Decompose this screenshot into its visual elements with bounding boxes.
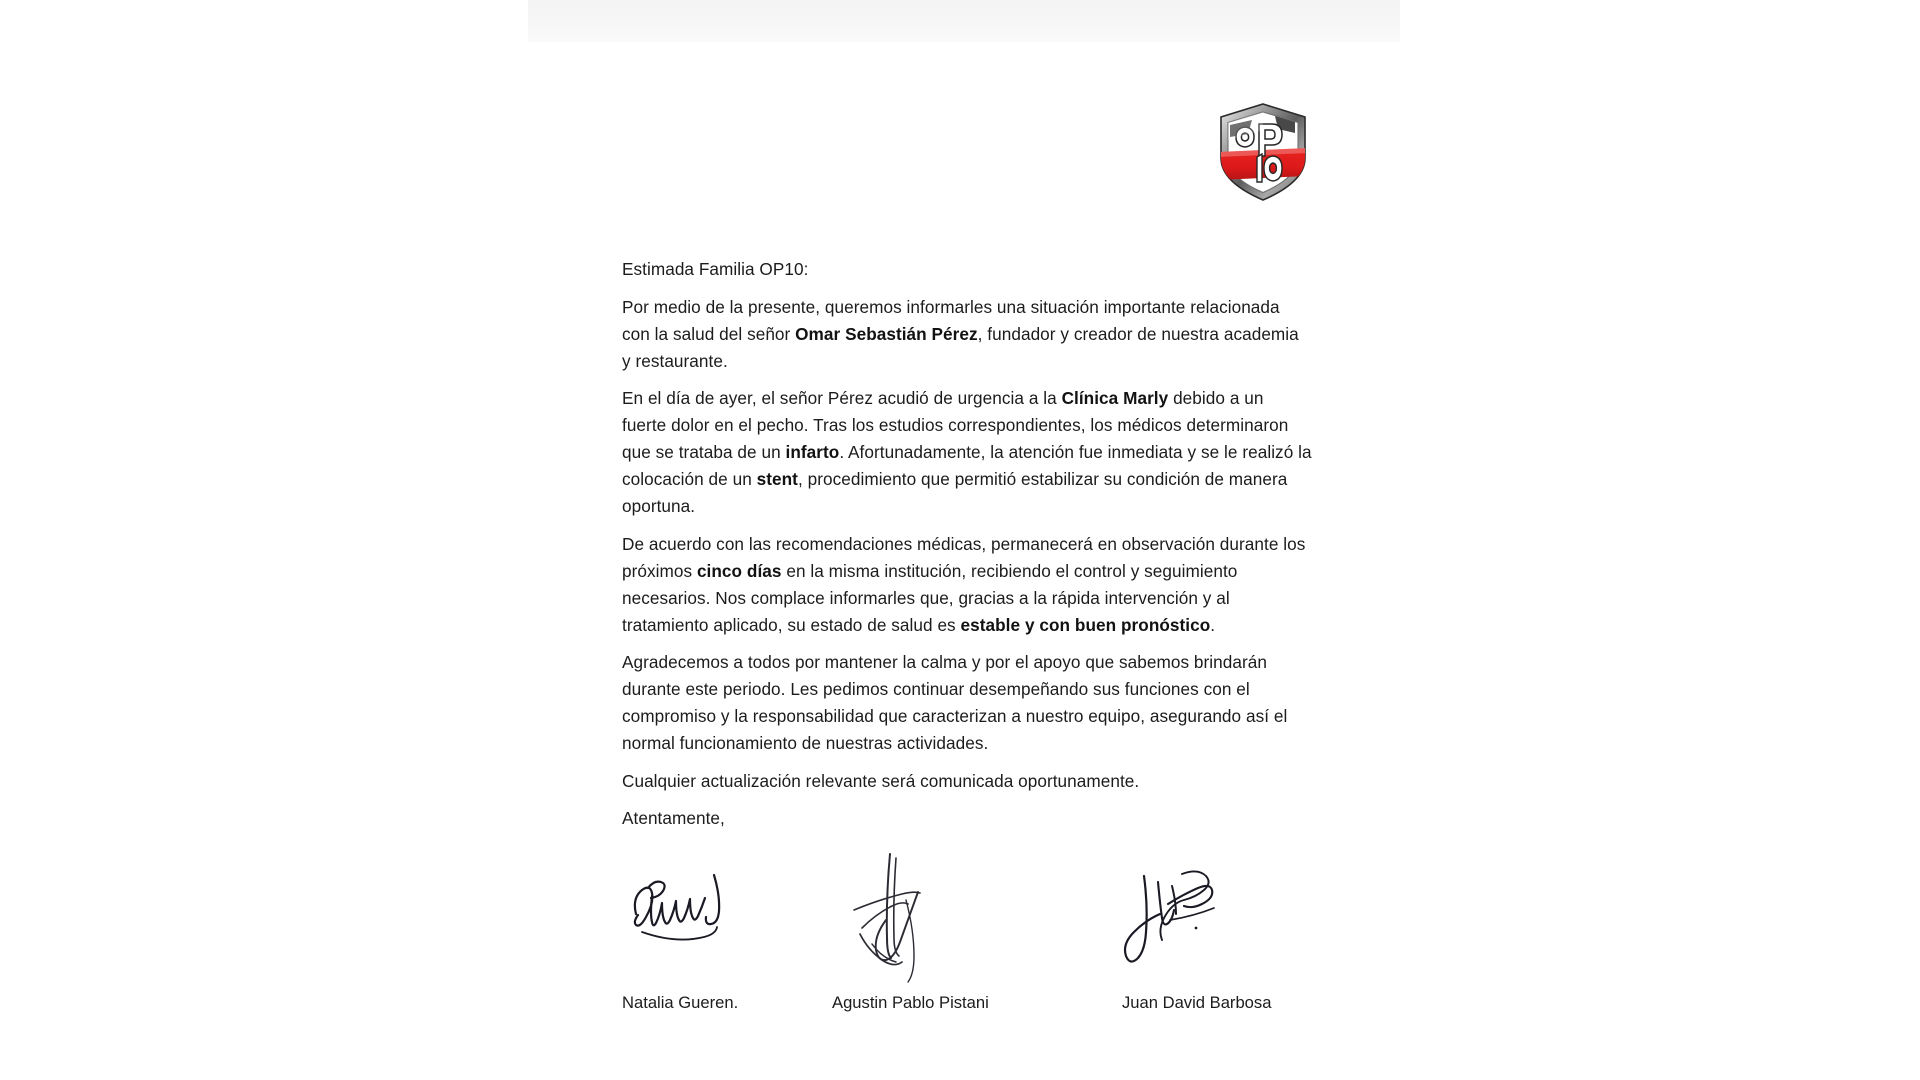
closing-line: Atentamente, (622, 808, 725, 828)
emphasized-text: Omar Sebastián Pérez (795, 323, 978, 344)
letter-body (622, 256, 1312, 832)
signature-block (832, 848, 1062, 1048)
signature-block (1122, 848, 1352, 1048)
body-paragraph: Cualquier actualización relevante será comunicada oportunamente. (622, 770, 1140, 791)
op10-shield-logo (1215, 100, 1311, 204)
body-paragraph: Por medio de la presente, queremos informarles una situación importante relacionada con la salud del señor Omar Sebastián Pérez, fundador y creador de nuestra academia y restaurante. (622, 296, 1299, 371)
emphasized-text: cinco días (696, 560, 782, 581)
signatory-name: Natalia Gueren. (622, 993, 739, 1012)
signatory-name: Juan David Barbosa (1122, 993, 1272, 1012)
body-paragraph: En el día de ayer, el señor Pérez acudió de urgencia a la Clínica Marly debido a un fuerte dolor en el pecho. Tras los estudios correspondientes, los médicos determinaron que se trataba de un infarto. Afortunadamente, la atención fue inmediata y se le realizó la colocación de un stent, procedimiento que permitió estabilizar su condición de manera oportuna. (622, 388, 1312, 516)
salutation: Estimada Familia OP10: (622, 259, 809, 279)
body-paragraph: De acuerdo con las recomendaciones médicas, permanecerá en observación durante los próximos cinco días en la misma institución, recibiendo el control y seguimiento necesarios. Nos complace informarles que, gracias a la rápida intervención y al tratamiento aplicado, su estado de salud es estable y con buen pronóstico. (622, 533, 1306, 635)
signatory-name: Agustin Pablo Pistani (832, 993, 989, 1012)
emphasized-text: estable y con buen pronóstico (960, 614, 1211, 635)
emphasized-text: stent (756, 469, 798, 489)
signature-row (622, 848, 1322, 1048)
signature-block (622, 848, 852, 1048)
emphasized-text: infarto (785, 442, 840, 462)
handwritten-signature-mark (1122, 848, 1257, 968)
emphasized-text: Clínica Marly (1061, 388, 1169, 408)
scan-top-band (528, 0, 1400, 42)
handwritten-signature-mark (622, 848, 772, 968)
handwritten-signature-mark (832, 848, 962, 968)
body-paragraph: Agradecemos a todos por mantener la calma y por el apoyo que sabemos brindarán durante este periodo. Les pedimos continuar desempeñando sus funciones con el compromiso y la responsabilidad que caracterizan a nuestro equipo, asegurando así el normal funcionamiento de nuestras actividades. (622, 652, 1288, 753)
